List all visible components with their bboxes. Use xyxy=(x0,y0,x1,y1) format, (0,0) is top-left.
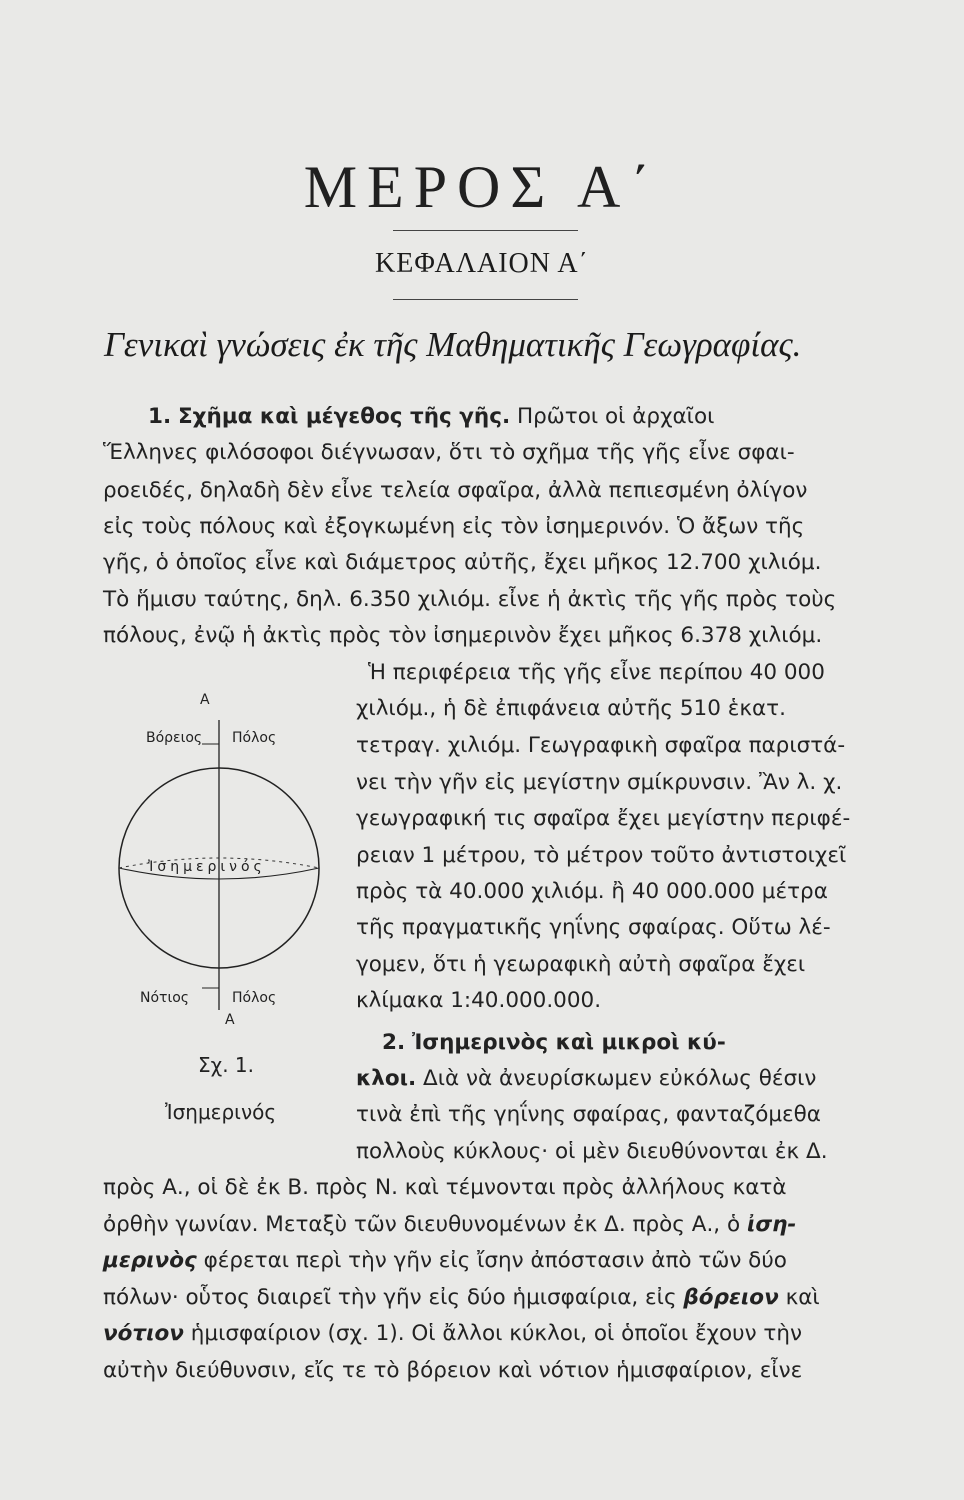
sec2-number: 2. xyxy=(382,1030,406,1055)
figure-label-equator: Ἰσημερινός xyxy=(148,859,266,875)
sec2-line: πρὸς Α., οἱ δὲ ἐκ Β. πρὸς Ν. καὶ τέμνονται πρὸς ἀλλήλους κατὰ xyxy=(103,1175,787,1200)
sec2-line xyxy=(103,1248,787,1273)
sec1-line: Τὸ ἥμισυ ταύτης, δηλ. 6.350 χιλιόμ. εἶνε ἡ ἀκτὶς τῆς γῆς πρὸς τοὺς xyxy=(103,587,837,612)
sec1-number: 1. xyxy=(148,404,172,429)
sec2-line: Διὰ νὰ ἀνευρίσκωμεν εὐκόλως θέσιν xyxy=(423,1066,817,1091)
sec2-title-line xyxy=(382,1030,726,1055)
term-notion: νότιον xyxy=(103,1321,184,1346)
sec1-line: εἰς τοὺς πόλους καὶ ἐξογκωμένη εἰς τὸν ἰσημερινόν. Ὁ ἄξων τῆς xyxy=(103,514,805,539)
chapter-divider xyxy=(393,299,578,300)
sec1-line: τετραγ. χιλιόμ. Γεωγραφικὴ σφαῖρα παριστά- xyxy=(356,733,846,758)
figure-label-north-b: Πόλος xyxy=(232,730,277,746)
sec1-line: πρὸς τὰ 40.000 χιλιόμ. ἢ 40 000.000 μέτρα xyxy=(356,879,828,904)
sec1-first-line xyxy=(148,404,714,429)
sec1-line: κλίμακα 1:40.000.000. xyxy=(356,988,602,1013)
figure-top-letter: Α xyxy=(200,692,210,708)
sec1-line: τῆς πραγματικῆς γηΐνης σφαίρας. Οὕτω λέ- xyxy=(356,915,831,940)
sec1-title: Σχῆμα καὶ μέγεθος τῆς γῆς. xyxy=(177,404,511,429)
term-isimerinos-cont: μερινὸς xyxy=(103,1248,197,1273)
chapter-title: ΚΕΦΑΛΑΙΟΝ Α΄ xyxy=(375,248,589,279)
sec2-line: αὐτὴν διεύθυνσιν, εἴς τε τὸ βόρειον καὶ νότιον ἡμισφαίριον, εἶνε xyxy=(103,1358,803,1383)
figure-caption-number: Σχ. 1. xyxy=(198,1053,254,1077)
sec1-line: Ἕλληνες φιλόσοφοι διέγνωσαν, ὅτι τὸ σχῆμα τῆς γῆς εἶνε σφαι- xyxy=(103,440,795,465)
sec2-line xyxy=(103,1212,796,1237)
title-divider xyxy=(393,230,578,231)
figure-label-south-b: Πόλος xyxy=(232,990,277,1006)
figure-caption-title: Ἰσημερινός xyxy=(165,1100,277,1124)
sec2-first-line xyxy=(356,1066,816,1091)
sec1-line: γεωγραφική τις σφαῖρα ἔχει μεγίστην περιφέ- xyxy=(356,806,851,831)
part-title: ΜΕΡΟΣ Α΄ xyxy=(303,154,661,220)
sec2-title: Ἰσημερινὸς καὶ μικροὶ κύ- xyxy=(411,1030,726,1055)
sec2-line xyxy=(103,1285,820,1310)
term-boreion: βόρειον xyxy=(683,1285,779,1310)
sec2-title-cont: κλοι. xyxy=(356,1066,417,1091)
term-isimerinos: ἰση- xyxy=(746,1212,797,1237)
sec2-line-text: πόλων· οὗτος διαιρεῖ τὴν γῆν εἰς δύο ἡμισφαίρια, εἰς xyxy=(103,1285,677,1310)
sec1-line: χιλιόμ., ἡ δὲ ἐπιφάνεια αὐτῆς 510 ἑκατ. xyxy=(356,696,786,721)
sec1-line: ροειδές, δηλαδὴ δὲν εἶνε τελεία σφαῖρα, ἀλλὰ πεπιεσμένη ὀλίγον xyxy=(103,478,808,503)
sec2-line-text: καὶ xyxy=(785,1285,820,1310)
sec2-line: πολλοὺς κύκλους· οἱ μὲν διευθύνονται ἐκ Δ. xyxy=(356,1139,828,1164)
section-heading: Γενικαὶ γνώσεις ἐκ τῆς Μαθηματικῆς Γεωγραφίας. xyxy=(104,325,802,364)
sec1-line: Πρῶτοι οἱ ἀρχαῖοι xyxy=(516,404,715,429)
sec1-line: νει τὴν γῆν εἰς μεγίστην σμίκρυνσιν. Ἂν λ. χ. xyxy=(356,770,843,795)
figure-bottom-letter: Α xyxy=(225,1012,235,1028)
sec2-line-text: ἡμισφαίριον (σχ. 1). Οἱ ἄλλοι κύκλοι, οἱ ὁποῖοι ἔχουν τὴν xyxy=(190,1321,803,1346)
figure-label-south-a: Νότιος xyxy=(140,990,189,1006)
sec2-line xyxy=(103,1321,802,1346)
sec1-line: γομεν, ὅτι ἡ γεωραφικὴ αὐτὴ σφαῖρα ἔχει xyxy=(356,952,806,977)
sec2-line: τινὰ ἐπὶ τῆς γηΐνης σφαίρας, φανταζόμεθα xyxy=(356,1102,821,1127)
figure-label-north-a: Βόρειος xyxy=(146,730,203,746)
sec1-line: γῆς, ὁ ὁποῖος εἶνε καὶ διάμετρος αὐτῆς, ἔχει μῆκος 12.700 χιλιόμ. xyxy=(103,550,822,575)
sec2-line-text: ὀρθὴν γωνίαν. Μεταξὺ τῶν διευθυνομένων ἐκ Δ. πρὸς Α., ὁ xyxy=(103,1212,741,1237)
sec1-line: ρειαν 1 μέτρου, τὸ μέτρον τοῦτο ἀντιστοιχεῖ xyxy=(356,843,847,868)
sec2-line-text: φέρεται περὶ τὴν γῆν εἰς ἴσην ἀπόστασιν ἀπὸ τῶν δύο xyxy=(203,1248,787,1273)
sec1-line: Ἡ περιφέρεια τῆς γῆς εἶνε περίπου 40 000 xyxy=(368,660,825,685)
sec1-line: πόλους, ἐνῷ ἡ ἀκτὶς πρὸς τὸν ἰσημερινὸν ἔχει μῆκος 6.378 χιλιόμ. xyxy=(103,623,823,648)
